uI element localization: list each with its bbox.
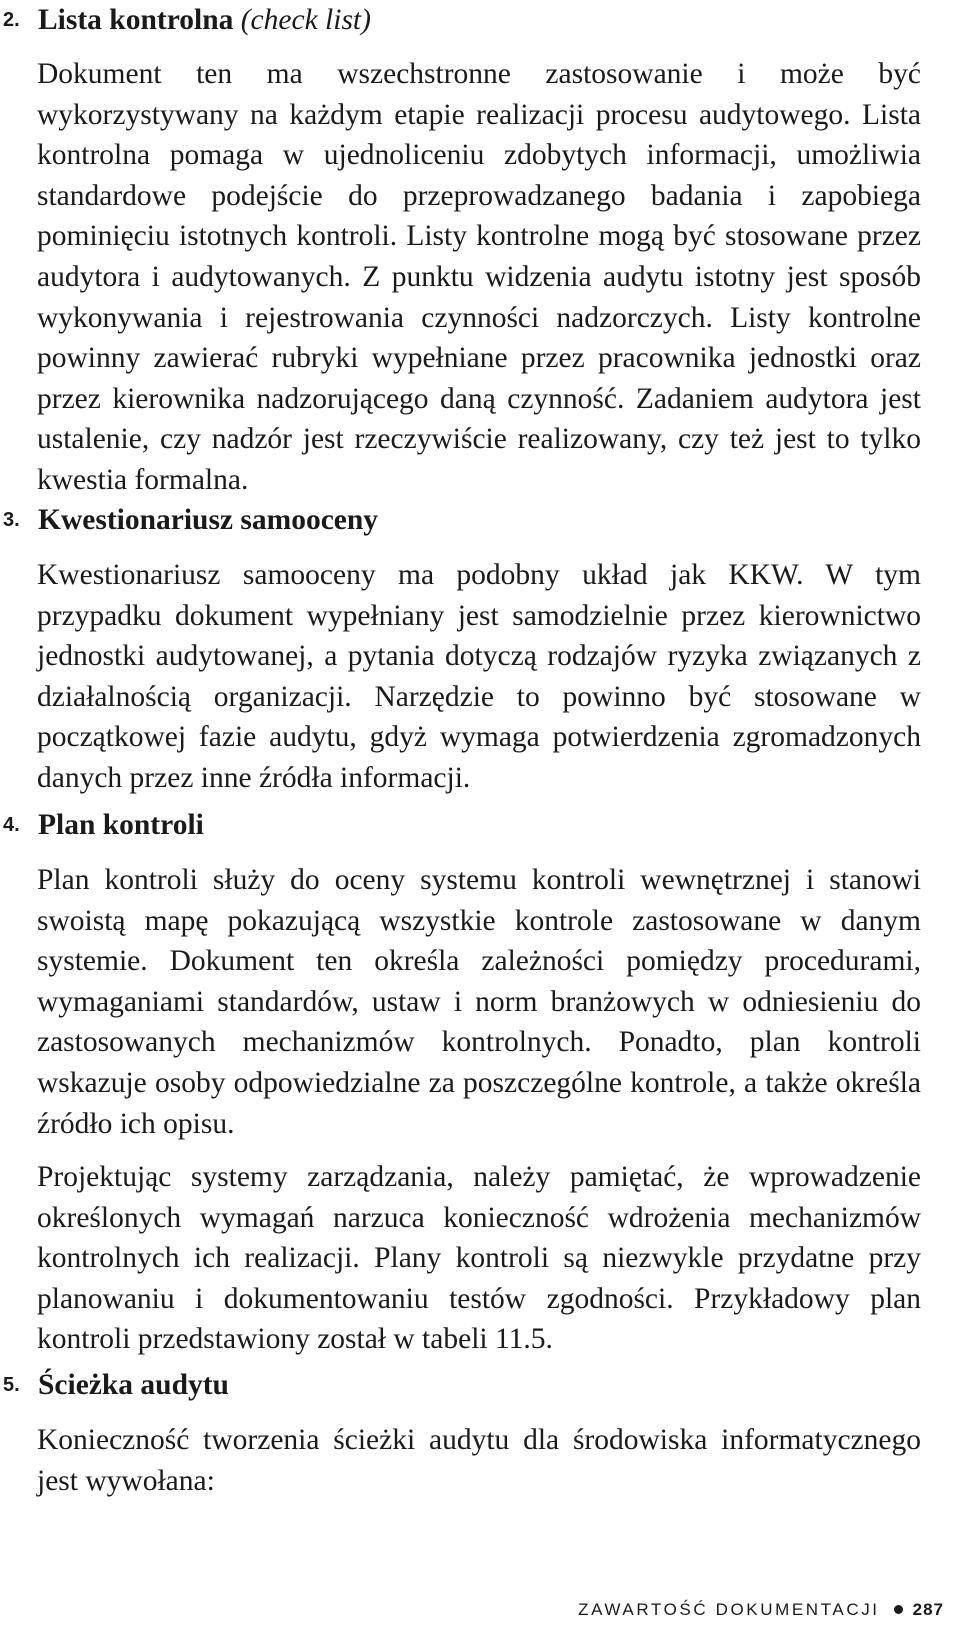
paragraph: Plan kontroli służy do oceny systemu kontroli wewnętrznej i stanowi swoistą mapę pokazującą wszystkie kontrole zastosowane w danym systemie. Dokument ten określa zależności pomiędzy procedurami, wymaganiami standardów, ustaw i norm branżowych w odniesieniu do zastosowanych mechanizmów kontrolnych. Ponadto, plan kontroli wskazuje osoby odpowiedzialne za poszczególne kontrole, a także określa źródło ich opisu. [37, 864, 921, 1140]
paragraph: Projektując systemy zarządzania, należy pamiętać, że wprowadzenie określonych wymagań narzuca konieczność wdrożenia mechanizmów kontrolnych ich realizacji. Plany kontroli są niezwykle przydatne przy planowaniu i dokumentowaniu testów zgodności. Przykładowy plan kontroli przedstawiony został w tabeli 11.5. [37, 1161, 921, 1356]
section-number: 4. [3, 814, 20, 836]
section-title-note: (check list) [240, 4, 371, 36]
running-title: ZAWARTOŚĆ DOKUMENTACJI [578, 1600, 880, 1619]
paragraph: Konieczność tworzenia ścieżki audytu dla środowiska informatycznego jest wywołana: [37, 1424, 921, 1497]
paragraph: Dokument ten ma wszechstronne zastosowanie i może być wykorzystywany na każdym etapie realizacji procesu audytowego. Lista kontrolna pomaga w ujednoliceniu zdobytych informacji, umożliwia standardowe podejście do przeprowadzanego badania i zapobiega pominięciu istotnych kontroli. Listy kontrolne mogą być stosowane przez audytora i audytowanych. Z punktu widzenia audytu istotny jest sposób wykonywania i rejestrowania czynności nadzorczych. Listy kontrolne powinny zawierać rubryki wypełniane przez pracownika jednostki oraz przez kierownika nadzorującego daną czynność. Zadaniem audytora jest ustalenie, czy nadzór jest rzeczywiście realizowany, czy też jest to tylko kwestia formalna. [37, 58, 921, 496]
section-title: Plan kontroli [38, 809, 204, 841]
section-title-text: Lista kontrolna [38, 4, 234, 36]
paragraph: Kwestionariusz samooceny ma podobny układ jak KKW. W tym przypadku dokument wypełniany jest samodzielnie przez kierownictwo jednostki audytowanej, a pytania dotyczą rodzajów ryzyka związanych z działalnością organizacji. Narzędzie to powinno być stosowane w początkowej fazie audytu, gdyż wymaga potwierdzenia zgromadzonych danych przez inne źródła informacji. [37, 559, 921, 794]
page-number: 287 [912, 1600, 944, 1619]
section-title: Kwestionariusz samooceny [38, 504, 379, 536]
section-number: 5. [3, 1374, 20, 1396]
section-number: 2. [3, 9, 20, 31]
section-number: 3. [3, 509, 20, 531]
section-title: Ścieżka audytu [38, 1369, 229, 1401]
page-footer [578, 1597, 944, 1623]
footer-bullet-icon [894, 1605, 903, 1614]
section-title [38, 0, 371, 40]
